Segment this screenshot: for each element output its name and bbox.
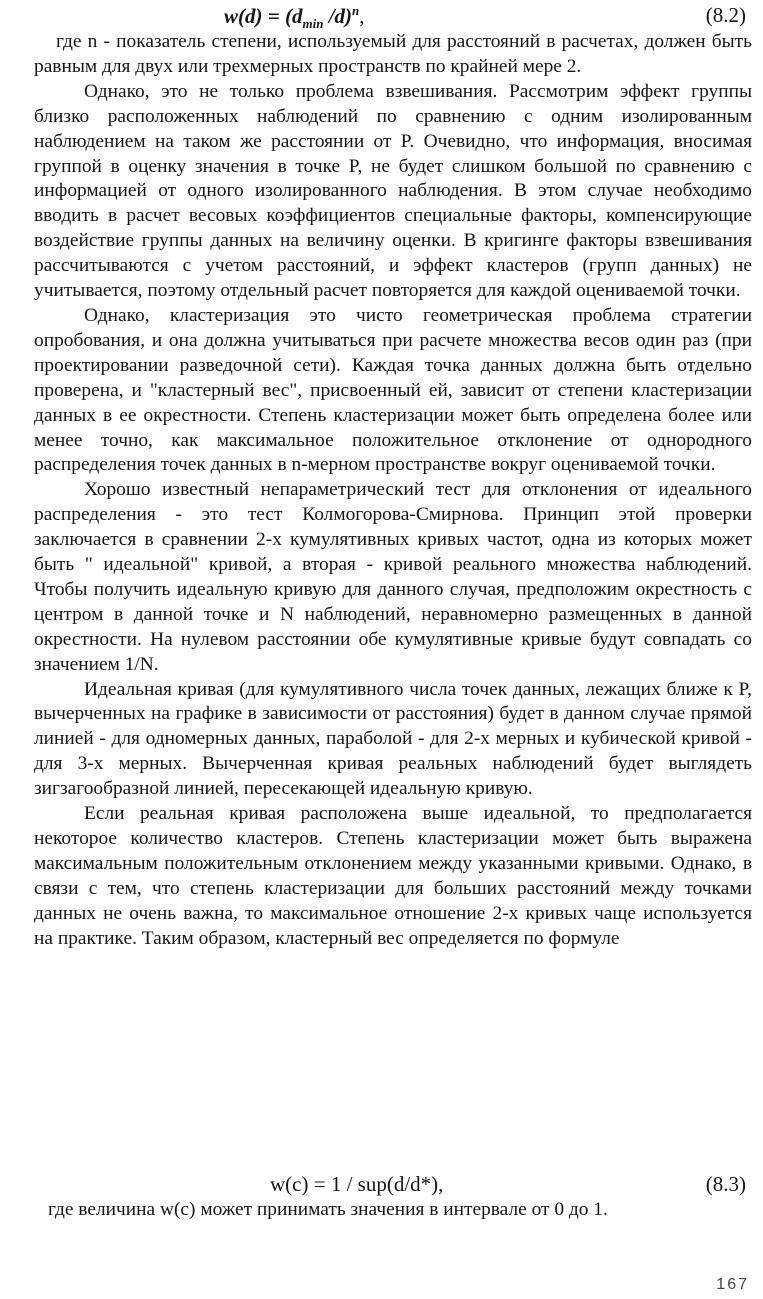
paragraph: Однако, кластеризация это чисто геометрическая проблема стратегии опробования, и она должна учитываться при расчете множества весов один раз (при проектировании разведочной сети). Каждая точка данных должна быть отдельно проверена, и "кластерный вес", присвоенный ей, зависит от степени кластеризации данных в ее окрестности. Степень кластеризации может быть определена более или менее точно, как максимальное положительное отклонение от однородного распределения точек данных в n-мерном пространстве вокруг оцениваемой точки. (34, 304, 752, 476)
paragraph: Если реальная кривая расположена выше идеальной, то предполагается некоторое количество кластеров. Степень кластеризации может быть выражена максимальным положительным отклонением между указанными кривыми. Однако, в связи с тем, что степень кластеризации для больших расстояний между точками данных не очень важна, то максимальное отношение 2-х кривых чаще используется на практике. Таким образом, кластерный вес определяется по формуле (34, 803, 752, 949)
page-number: 167 (716, 1276, 749, 1293)
paragraph: где n - показатель степени, используемый для расстояний в расчетах, должен быть равным для двух или трехмерных пространств по крайней мере 2. (34, 31, 752, 77)
equation-expression: $w(d) = (d_{min}$ /d)$^n$, (224, 3, 365, 32)
equation-expression: w(c) = 1 / sup(d/d*), (270, 1172, 444, 1196)
paragraph: Идеальная кривая (для кумулятивного числа точек данных, лежащих ближе к P, вычерченных на графике в зависимости от расстояния) будет в данном случае прямой линией - для одномерных данных, параболой - для 2-х мерных и кубической кривой - для 3-х мерных. Вычерченная кривая реальных наблюдений будет выглядеть зигзагообразной линией, пересекающей идеальную кривую. (34, 678, 752, 800)
equation-number: (8.2) (705, 3, 746, 27)
closing-line: где величина w(c) может принимать значения в интервале от 0 до 1. (48, 1199, 608, 1220)
paragraph: Хорошо известный непараметрический тест для отклонения от идеального распределения - это тест Колмогорова-Смирнова. Принцип этой проверки заключается в сравнении 2-х кумулятивных кривых частот, одна из которых может быть " идеальной" кривой, а вторая - кривой реального множества наблюдений. Чтобы получить идеальную кривую для данного случая, предположим окрестность с центром в данной точке и N наблюдений, неравномерно размещенных в данной окрестности. На нулевом расстоянии обе кумулятивные кривые будут совпадать со значением 1/N. (34, 479, 752, 675)
body-text (34, 30, 752, 952)
equation-number: (8.3) (705, 1172, 746, 1196)
equation-8-2 (34, 3, 746, 33)
paragraph: Однако, это не только проблема взвешивания. Рассмотрим эффект группы близко расположенных наблюдений по сравнению с одним изолированным наблюдением на таком же расстоянии от P. Очевидно, что информация, вносимая группой в оценку значения в точке P, не будет слишком большой по сравнению с информацией от одного изолированного наблюдения. В этом случае необходимо вводить в расчет весовых коэффициентов специальные факторы, компенсирующие воздействие группы данных на величину оценки. В кригинге факторы взвешивания рассчитываются с учетом расстояний, и эффект кластеров (групп данных) не учитывается, поэтому отдельный расчет повторяется для каждой оцениваемой точки. (34, 80, 752, 302)
